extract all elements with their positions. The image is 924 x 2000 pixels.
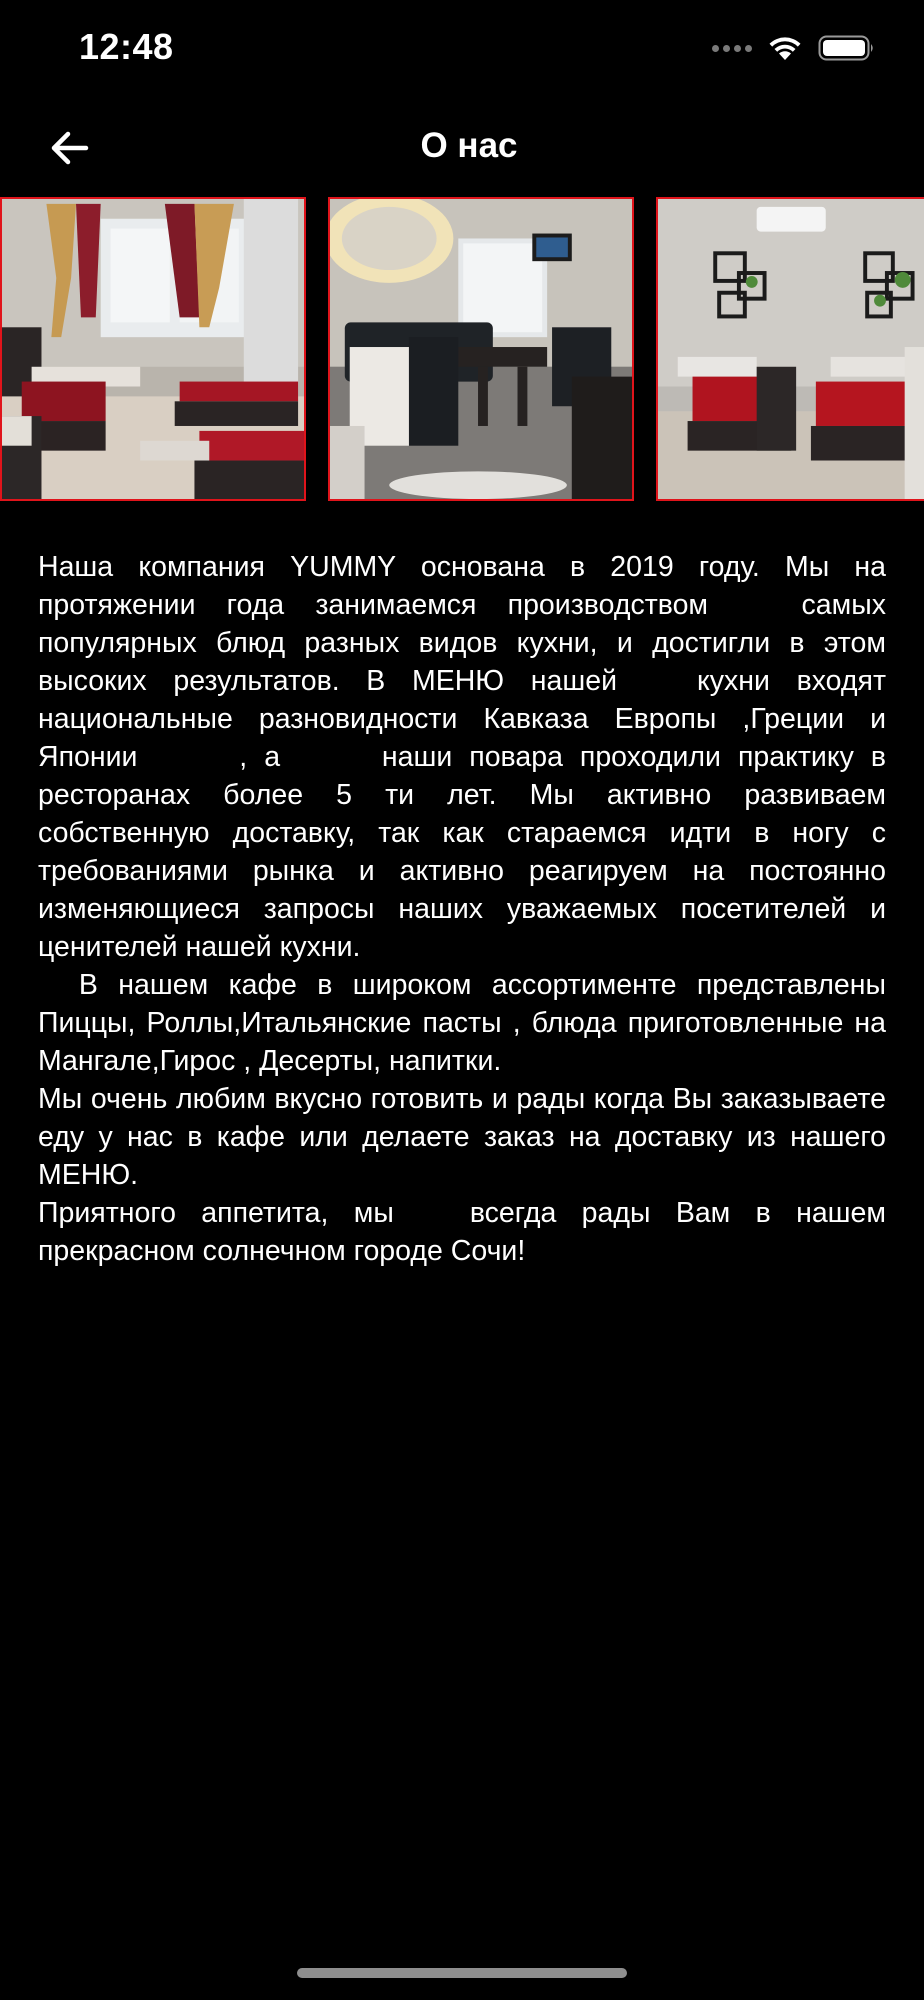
about-text	[38, 548, 910, 1270]
about-paragraph: Мы очень любим вкусно готовить и рады когда Вы заказываете еду у нас в кафе или делаете заказ на доставку из нашего МЕНЮ.	[38, 1083, 910, 1191]
about-paragraph: Наша компания YUMMY основана в 2019 году. Мы на протяжении года занимаемся производством самых популярных блюд разных видов кухни, и достигли в этом высоких результатов. В МЕНЮ нашей кухни входят национальные разновидности Кавказа Европы ,Греции и Японии , а наши повара проходили практику в ресторанах более 5 ти лет. Мы активно развиваем собственную доставку, так как стараемся идти в ногу с требованиями рынка и активно реагируем на постоянно изменяющиеся запросы наших уважаемых посетителей и ценителей нашей кухни.	[38, 551, 894, 963]
cafe-photo-image	[330, 199, 632, 499]
about-paragraph: Приятного аппетита, мы всегда рады Вам в нашем прекрасном солнечном городе Сочи!	[38, 1197, 894, 1267]
header	[0, 100, 924, 196]
photo-gallery[interactable]	[0, 197, 924, 505]
signal-dots-icon	[712, 45, 752, 52]
about-paragraph: В нашем кафе в широком ассортименте представлены Пиццы, Роллы,Итальянские пасты , блюда приготовленные на Мангале,Гирос , Десерты, напитки.	[38, 969, 894, 1077]
status-icons	[712, 34, 876, 62]
gallery-photo[interactable]	[328, 197, 634, 501]
home-indicator[interactable]	[297, 1968, 627, 1978]
cafe-photo-image	[2, 199, 304, 499]
status-bar	[0, 0, 924, 100]
page-title: О нас	[420, 126, 518, 165]
wifi-icon	[766, 34, 804, 62]
gallery-photo[interactable]	[0, 197, 306, 501]
status-time: 12:48	[79, 26, 174, 67]
cafe-photo-image	[658, 199, 924, 499]
battery-icon	[818, 34, 876, 62]
gallery-photo[interactable]	[656, 197, 924, 501]
